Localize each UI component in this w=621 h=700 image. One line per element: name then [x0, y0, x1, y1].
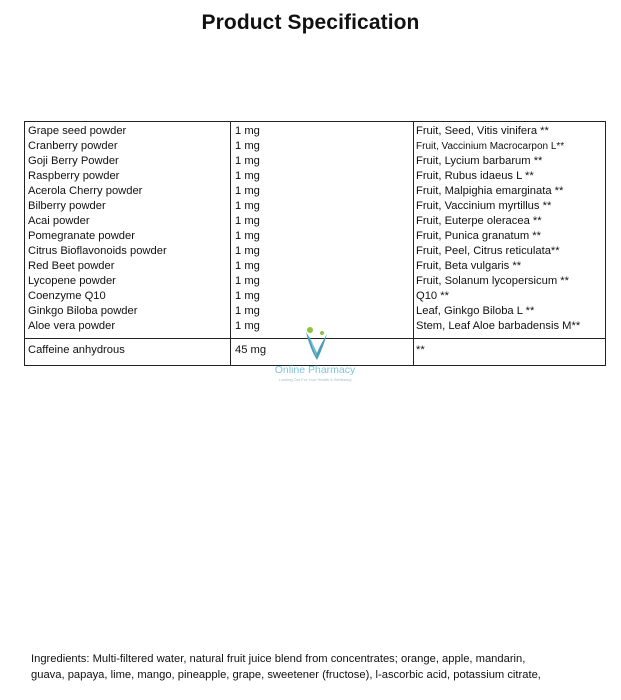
ingredient-source: Q10 **	[416, 290, 449, 302]
ingredient-source: Fruit, Vaccinium Macrocarpon L**	[416, 141, 565, 152]
ingredient-source: Fruit, Punica granatum **	[416, 230, 541, 242]
table-row	[25, 124, 605, 139]
ingredient-amount: 1 mg	[235, 185, 260, 197]
ingredient-amount: 1 mg	[235, 200, 260, 212]
table-row	[25, 259, 605, 274]
ingredient-amount: 1 mg	[235, 155, 260, 167]
ingredient-name: Coenzyme Q10	[28, 290, 106, 302]
ingredient-amount: 1 mg	[235, 260, 260, 272]
table-row	[25, 169, 605, 184]
ingredient-name: Citrus Bioflavonoids powder	[28, 245, 167, 257]
column-divider	[413, 339, 414, 365]
ingredient-amount: 1 mg	[235, 290, 260, 302]
ingredients-line: guava, papaya, lime, mango, pineapple, grape, sweetener (fructose), l-ascorbic acid, potassium citrate,	[31, 669, 541, 681]
ingredient-source: Fruit, Rubus idaeus L **	[416, 170, 534, 182]
ingredient-amount: 1 mg	[235, 215, 260, 227]
table-row	[25, 214, 605, 229]
column-divider	[413, 122, 414, 338]
table-row	[25, 289, 605, 304]
ingredient-source: Fruit, Peel, Citrus reticulata**	[416, 245, 560, 257]
ingredient-name: Acerola Cherry powder	[28, 185, 143, 197]
ingredients-line: Ingredients: Multi-filtered water, natural fruit juice blend from concentrates; orange, apple, mandarin,	[31, 653, 526, 665]
ingredient-name: Acai powder	[28, 215, 90, 227]
table-row	[25, 229, 605, 244]
ingredient-amount: 1 mg	[235, 140, 260, 152]
ingredient-name: Ginkgo Biloba powder	[28, 305, 138, 317]
ingredient-amount: 1 mg	[235, 125, 260, 137]
ingredient-amount: 45 mg	[235, 344, 267, 356]
ingredient-amount: 1 mg	[235, 170, 260, 182]
column-divider	[230, 339, 231, 365]
ingredient-source: Fruit, Beta vulgaris **	[416, 260, 522, 272]
page-title: Product Specification	[201, 11, 420, 34]
ingredient-source: Fruit, Solanum lycopersicum **	[416, 275, 569, 287]
ingredient-name: Bilberry powder	[28, 200, 106, 212]
ingredient-source: Fruit, Lycium barbarum **	[416, 155, 543, 167]
ingredient-name: Lycopene powder	[28, 275, 116, 287]
watermark-tagline: Looking Out For Your Health & Wellbeing	[278, 377, 352, 382]
ingredient-amount: 1 mg	[235, 320, 260, 332]
caffeine-section	[25, 339, 605, 365]
ingredient-source: Fruit, Seed, Vitis vinifera **	[416, 125, 549, 137]
table-row	[25, 244, 605, 259]
ingredient-source: Leaf, Ginkgo Biloba L **	[416, 305, 535, 317]
ingredient-name: Aloe vera powder	[28, 320, 116, 332]
table-row	[25, 274, 605, 289]
ingredient-name: Red Beet powder	[28, 260, 115, 272]
ingredient-name: Cranberry powder	[28, 140, 118, 152]
ingredient-name: Pomegranate powder	[28, 230, 135, 242]
specification-table	[24, 121, 606, 366]
ingredient-rows	[25, 122, 605, 338]
table-row	[25, 199, 605, 214]
ingredient-source: Fruit, Euterpe oleracea **	[416, 215, 542, 227]
watermark-name: Online Pharmacy	[274, 364, 356, 376]
ingredient-amount: 1 mg	[235, 305, 260, 317]
ingredient-source: Fruit, Vaccinium myrtillus **	[416, 200, 552, 212]
table-row	[25, 304, 605, 319]
table-row	[25, 139, 605, 154]
table-row	[25, 319, 605, 334]
ingredient-amount: 1 mg	[235, 275, 260, 287]
ingredients-text	[31, 651, 606, 683]
table-row	[25, 154, 605, 169]
ingredient-name: Goji Berry Powder	[28, 155, 119, 167]
ingredient-source: Stem, Leaf Aloe barbadensis M**	[416, 320, 581, 332]
ingredient-name: Raspberry powder	[28, 170, 120, 182]
table-row	[25, 343, 605, 358]
column-divider	[230, 122, 231, 338]
ingredient-amount: 1 mg	[235, 245, 260, 257]
ingredient-name: Caffeine anhydrous	[28, 344, 125, 356]
ingredient-source: Fruit, Malpighia emarginata **	[416, 185, 564, 197]
ingredient-name: Grape seed powder	[28, 125, 127, 137]
ingredient-amount: 1 mg	[235, 230, 260, 242]
ingredient-source: **	[416, 344, 425, 356]
table-row	[25, 184, 605, 199]
